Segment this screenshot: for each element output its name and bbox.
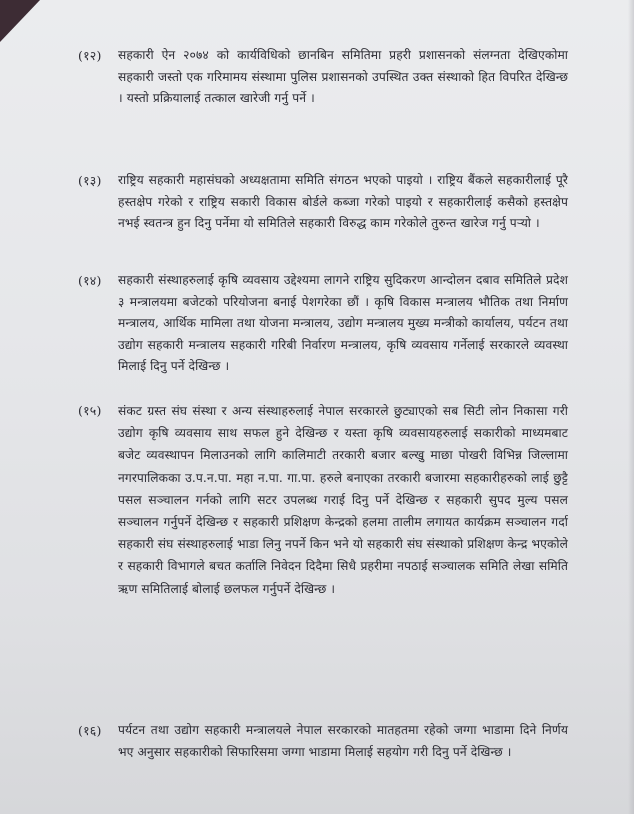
paragraph-13 xyxy=(78,170,568,235)
paragraph-number: (१५) xyxy=(78,403,102,418)
paragraph-text: पर्यटन तथा उद्योग सहकारी मन्त्रालयले नेपाल सरकारको मातहतमा रहेको जग्गा भाडामा दिने निर्णय भए अनुसार सहकारीको सिफारिसमा जग्गा भाडामा मिलाई सहयोग गरी दिनु पर्ने देखिन्छ । xyxy=(118,723,568,759)
paragraph-number: (१३) xyxy=(78,173,102,188)
paragraph-16 xyxy=(78,720,568,763)
paragraph-text: राष्ट्रिय सहकारी महासंघको अध्यक्षतामा समिति संगठन भएको पाइयो । राष्ट्रिय बैंकले सहकारीलाई पूरै हस्तक्षेप गरेको र राष्ट्रिय सकारी विकास बोर्डले कब्जा गरेको पाइयो र सहकारीलाई कसैको हस्तक्षेप नभई स्वतन्त्र हुन दिनु पर्नेमा यो समितिले सहकारी विरुद्ध काम गरेकोले तुरुन्त खारेज गर्नु पर्‍यो । xyxy=(118,173,568,230)
paragraph-15 xyxy=(78,400,568,600)
paragraph-text: सहकारी ऐन २०७४ को कार्यविधिको छानबिन समितिमा प्रहरी प्रशासनको संलग्नता देखिएकोमा सहकारी जस्तो एक गरिमामय संस्थामा पुलिस प्रशासनको उपस्थित उक्त संस्थाको हित विपरित देखिन्छ । यस्तो प्रक्रियालाई तत्काल खारेजी गर्नु पर्ने । xyxy=(118,48,568,105)
paragraph-text: संकट ग्रस्त संघ संस्था र अन्य संस्थाहरुलाई नेपाल सरकारले छुट्याएको सब सिटी लोन निकासा गरी उद्योग कृषि व्यवसाय साथ सफल हुने देखिन्छ र यस्ता कृषि व्यवसायहरुलाई सकारीको माध्यमबाट बजेट व्यवस्थापन मिलाउनको लागि कालिमाटी तरकारी बजार बल्खु माछा पोखरी विभिन्न जिल्लामा नगरपालिकका उ.प.न.पा. महा न.पा. गा.पा. हरुले बनाएका तरकारी बजारमा सहकारीहरुको लाई छुट्टै पसल सञ्चालन गर्नको लागि सटर उपलब्ध गराई दिनु पर्ने देखिन्छ र सहकारी सुपद मुल्य पसल सञ्चालन गर्नुपर्ने देखिन्छ र सहकारी प्रशिक्षण केन्द्रको हलमा तालीम लगायत कार्यक्रम सञ्चालन गर्दा सहकारी संघ संस्थाहरुलाई भाडा लिनु नपर्ने किन भने यो सहकारी संघ संस्थाको प्रशिक्षण केन्द्र भएकोले र सहकारी विभागले बचत कर्तालि निवेदन दिदैमा सिधै प्रहरीमा नपठाई सञ्चालक समिति लेखा समिति ऋण समितिलाई बोलाई छलफल गर्नुपर्ने देखिन्छ । xyxy=(118,404,568,596)
paragraph-12 xyxy=(78,45,568,110)
paragraph-number: (१४) xyxy=(78,273,102,288)
dark-corner xyxy=(0,0,40,42)
paragraph-14 xyxy=(78,270,568,378)
paragraph-number: (१२) xyxy=(78,48,102,63)
paragraph-text: सहकारी संस्थाहरुलाई कृषि व्यवसाय उद्देश्यमा लागने राष्ट्रिय सुदिकरण आन्दोलन दबाव समितिले प्रदेश ३ मन्त्रालयमा बजेटको परियोजना बनाई पेशगरेका छौं । कृषि विकास मन्त्रालय भौतिक तथा निर्माण मन्त्रालय, आर्थिक मामिला तथा योजना मन्त्रालय, उद्योग मन्त्रालय मुख्य मन्त्रीको कार्यालय, पर्यटन तथा उद्योग सहकारी मन्त्रालय सहकारी गरिबी निर्वारण मन्त्रालय, कृषि व्यवसाय गर्नेलाई सरकारले व्यवस्था मिलाई दिनु पर्ने देखिन्छ । xyxy=(118,273,568,373)
paragraph-number: (१६) xyxy=(78,723,102,738)
page-edge-shadow xyxy=(628,0,634,814)
